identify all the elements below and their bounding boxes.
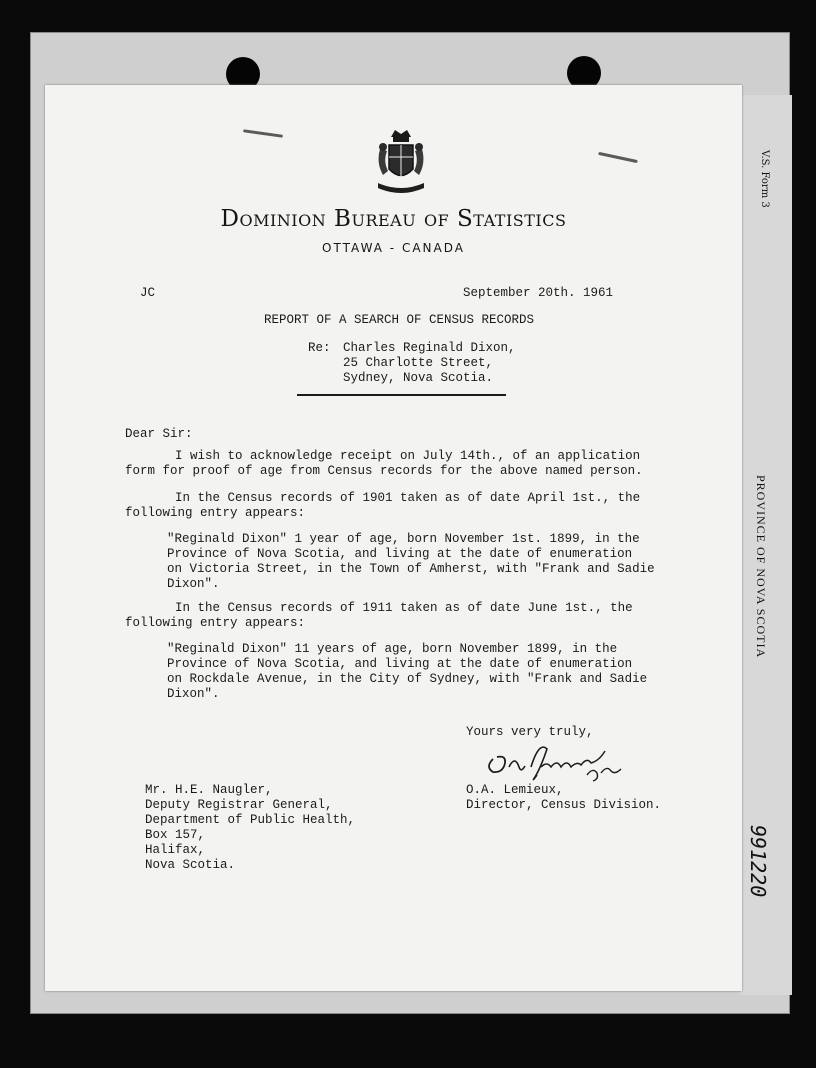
paragraph-line: following entry appears: — [125, 616, 306, 630]
census-entry-line: on Victoria Street, in the Town of Amherst, with "Frank and Sadie — [167, 562, 655, 576]
census-entry-line: "Reginald Dixon" 1 year of age, born November 1st. 1899, in the — [167, 532, 640, 546]
form-code-label: V.S. Form 3 — [759, 150, 770, 208]
paragraph-line: In the Census records of 1901 taken as of date April 1st., the — [175, 491, 641, 505]
organization-city: OTTAWA - CANADA — [322, 241, 465, 255]
re-line: Sydney, Nova Scotia. — [343, 371, 494, 385]
staple-mark-left — [243, 129, 283, 138]
census-entry-line: Dixon". — [167, 687, 220, 701]
coat-of-arms-icon — [374, 127, 428, 199]
recipient-line: Mr. H.E. Naugler, — [145, 783, 273, 797]
reference-initials: JC — [140, 286, 156, 300]
province-label: PROVINCE OF NOVA SCOTIA — [754, 475, 768, 659]
re-line: Charles Reginald Dixon, — [343, 341, 516, 355]
signer-title: Director, Census Division. — [466, 798, 662, 812]
paragraph-line: I wish to acknowledge receipt on July 14th., of an application — [175, 449, 641, 463]
recipient-line: Halifax, — [145, 843, 206, 857]
recipient-line: Box 157, — [145, 828, 206, 842]
census-entry-line: "Reginald Dixon" 11 years of age, born November 1899, in the — [167, 642, 618, 656]
census-entry-line: Dixon". — [167, 577, 220, 591]
handwritten-reference-side: 991220 — [746, 825, 770, 898]
salutation: Dear Sir: — [125, 427, 193, 441]
re-label: Re: — [308, 341, 331, 355]
recipient-line: Deputy Registrar General, — [145, 798, 333, 812]
re-line: 25 Charlotte Street, — [343, 356, 494, 370]
paragraph-line: following entry appears: — [125, 506, 306, 520]
paragraph-line: In the Census records of 1911 taken as of date June 1st., the — [175, 601, 633, 615]
letter-date: September 20th. 1961 — [463, 286, 614, 300]
paragraph-line: form for proof of age from Census records for the above named person. — [125, 464, 643, 478]
census-entry-line: on Rockdale Avenue, in the City of Sydney, with "Frank and Sadie — [167, 672, 648, 686]
closing: Yours very truly, — [466, 725, 594, 739]
handwritten-signature — [481, 737, 629, 785]
divider-rule — [297, 394, 506, 396]
census-entry-line: Province of Nova Scotia, and living at the date of enumeration — [167, 657, 633, 671]
staple-mark-right — [598, 152, 638, 163]
recipient-line: Department of Public Health, — [145, 813, 356, 827]
signer-name: O.A. Lemieux, — [466, 783, 564, 797]
census-entry-line: Province of Nova Scotia, and living at the date of enumeration — [167, 547, 633, 561]
recipient-line: Nova Scotia. — [145, 858, 236, 872]
organization-name: Dominion Bureau of Statistics — [220, 206, 567, 232]
letter-page — [45, 85, 742, 991]
report-title: REPORT OF A SEARCH OF CENSUS RECORDS — [264, 313, 535, 327]
